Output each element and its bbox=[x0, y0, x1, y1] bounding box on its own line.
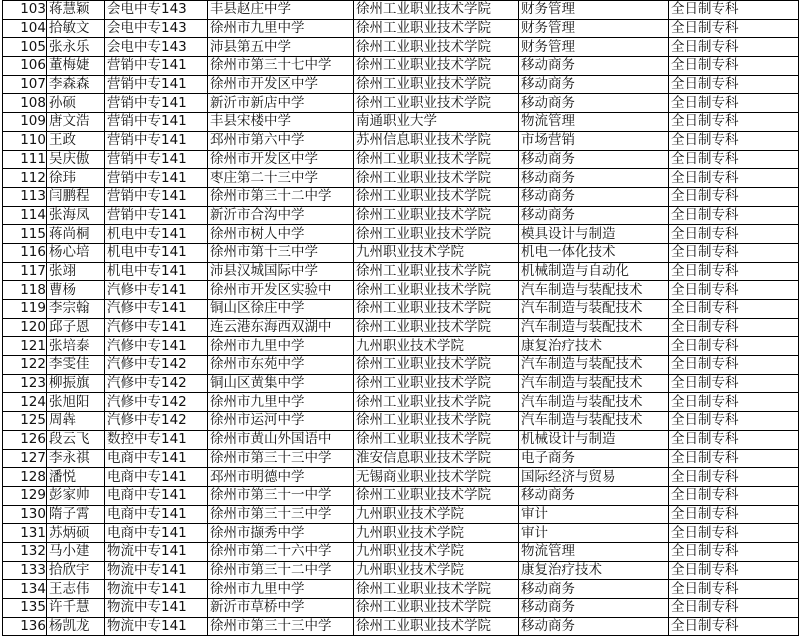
admission-table bbox=[2, 0, 799, 636]
college-cell: 徐州工业职业技术学院 bbox=[354, 374, 519, 393]
major-cell: 物流管理 bbox=[519, 113, 669, 132]
college-cell: 徐州工业职业技术学院 bbox=[354, 580, 519, 599]
study-type-cell: 全日制专科 bbox=[669, 19, 799, 38]
school-cell: 徐州市第三十七中学 bbox=[208, 57, 354, 76]
class-cell: 电商中专141 bbox=[105, 524, 208, 543]
class-cell: 电商中专141 bbox=[105, 449, 208, 468]
class-cell: 物流中专141 bbox=[105, 599, 208, 618]
student-name-cell: 马小建 bbox=[47, 542, 105, 561]
class-cell: 物流中专141 bbox=[105, 580, 208, 599]
major-cell: 汽车制造与装配技术 bbox=[519, 356, 669, 375]
college-cell: 徐州工业职业技术学院 bbox=[354, 356, 519, 375]
college-cell: 徐州工业职业技术学院 bbox=[354, 38, 519, 57]
college-cell: 徐州工业职业技术学院 bbox=[354, 150, 519, 169]
row-number-cell: 118 bbox=[3, 281, 47, 300]
school-cell: 沛县汉城国际中学 bbox=[208, 262, 354, 281]
student-name-cell: 李雯佳 bbox=[47, 356, 105, 375]
row-number-cell: 115 bbox=[3, 225, 47, 244]
major-cell: 市场营销 bbox=[519, 131, 669, 150]
major-cell: 机械制造与自动化 bbox=[519, 262, 669, 281]
study-type-cell: 全日制专科 bbox=[669, 337, 799, 356]
student-name-cell: 张永乐 bbox=[47, 38, 105, 57]
college-cell: 徐州工业职业技术学院 bbox=[354, 94, 519, 113]
student-name-cell: 苏炳硕 bbox=[47, 524, 105, 543]
study-type-cell: 全日制专科 bbox=[669, 38, 799, 57]
class-cell: 电商中专141 bbox=[105, 505, 208, 524]
row-number-cell: 106 bbox=[3, 57, 47, 76]
school-cell: 铜山区徐庄中学 bbox=[208, 300, 354, 319]
table-row bbox=[3, 449, 799, 468]
row-number-cell: 126 bbox=[3, 430, 47, 449]
study-type-cell: 全日制专科 bbox=[669, 75, 799, 94]
school-cell: 徐州市第十三中学 bbox=[208, 243, 354, 262]
row-number-cell: 110 bbox=[3, 131, 47, 150]
student-name-cell: 张海凤 bbox=[47, 206, 105, 225]
college-cell: 徐州工业职业技术学院 bbox=[354, 430, 519, 449]
study-type-cell: 全日制专科 bbox=[669, 57, 799, 76]
table-row bbox=[3, 75, 799, 94]
class-cell: 电商中专141 bbox=[105, 486, 208, 505]
student-name-cell: 潘悦 bbox=[47, 468, 105, 487]
major-cell: 移动商务 bbox=[519, 486, 669, 505]
study-type-cell: 全日制专科 bbox=[669, 505, 799, 524]
college-cell: 徐州工业职业技术学院 bbox=[354, 169, 519, 188]
major-cell: 汽车制造与装配技术 bbox=[519, 393, 669, 412]
school-cell: 铜山区黄集中学 bbox=[208, 374, 354, 393]
table-row bbox=[3, 617, 799, 636]
student-name-cell: 唐文浩 bbox=[47, 113, 105, 132]
table-row bbox=[3, 19, 799, 38]
major-cell: 汽车制造与装配技术 bbox=[519, 412, 669, 431]
table-row bbox=[3, 337, 799, 356]
college-cell: 淮安信息职业技术学院 bbox=[354, 449, 519, 468]
table-row bbox=[3, 281, 799, 300]
college-cell: 无锡商业职业技术学院 bbox=[354, 468, 519, 487]
student-name-cell: 杨心培 bbox=[47, 243, 105, 262]
class-cell: 汽修中专142 bbox=[105, 356, 208, 375]
major-cell: 机电一体化技术 bbox=[519, 243, 669, 262]
major-cell: 国际经济与贸易 bbox=[519, 468, 669, 487]
student-name-cell: 曹杨 bbox=[47, 281, 105, 300]
class-cell: 物流中专141 bbox=[105, 617, 208, 636]
class-cell: 营销中专141 bbox=[105, 75, 208, 94]
class-cell: 会电中专143 bbox=[105, 19, 208, 38]
class-cell: 汽修中专142 bbox=[105, 393, 208, 412]
school-cell: 徐州市树人中学 bbox=[208, 225, 354, 244]
college-cell: 徐州工业职业技术学院 bbox=[354, 300, 519, 319]
study-type-cell: 全日制专科 bbox=[669, 561, 799, 580]
class-cell: 营销中专141 bbox=[105, 131, 208, 150]
school-cell: 徐州市九里中学 bbox=[208, 580, 354, 599]
school-cell: 徐州市第三十二中学 bbox=[208, 561, 354, 580]
major-cell: 移动商务 bbox=[519, 57, 669, 76]
major-cell: 汽车制造与装配技术 bbox=[519, 374, 669, 393]
table-row bbox=[3, 542, 799, 561]
class-cell: 数控中专141 bbox=[105, 430, 208, 449]
major-cell: 机械设计与制造 bbox=[519, 430, 669, 449]
row-number-cell: 121 bbox=[3, 337, 47, 356]
row-number-cell: 114 bbox=[3, 206, 47, 225]
study-type-cell: 全日制专科 bbox=[669, 449, 799, 468]
row-number-cell: 117 bbox=[3, 262, 47, 281]
row-number-cell: 136 bbox=[3, 617, 47, 636]
class-cell: 机电中专141 bbox=[105, 262, 208, 281]
student-name-cell: 隋子霄 bbox=[47, 505, 105, 524]
student-name-cell: 杨凯龙 bbox=[47, 617, 105, 636]
major-cell: 移动商务 bbox=[519, 617, 669, 636]
major-cell: 移动商务 bbox=[519, 150, 669, 169]
row-number-cell: 129 bbox=[3, 486, 47, 505]
college-cell: 徐州工业职业技术学院 bbox=[354, 19, 519, 38]
major-cell: 审计 bbox=[519, 524, 669, 543]
table-row bbox=[3, 505, 799, 524]
college-cell: 九州职业技术学院 bbox=[354, 524, 519, 543]
college-cell: 徐州工业职业技术学院 bbox=[354, 281, 519, 300]
college-cell: 徐州工业职业技术学院 bbox=[354, 206, 519, 225]
college-cell: 徐州工业职业技术学院 bbox=[354, 187, 519, 206]
row-number-cell: 128 bbox=[3, 468, 47, 487]
school-cell: 新沂市合沟中学 bbox=[208, 206, 354, 225]
college-cell: 九州职业技术学院 bbox=[354, 243, 519, 262]
study-type-cell: 全日制专科 bbox=[669, 524, 799, 543]
table-row bbox=[3, 468, 799, 487]
school-cell: 徐州市第三十三中学 bbox=[208, 449, 354, 468]
school-cell: 丰县赵庄中学 bbox=[208, 1, 354, 20]
class-cell: 营销中专141 bbox=[105, 150, 208, 169]
college-cell: 徐州工业职业技术学院 bbox=[354, 57, 519, 76]
study-type-cell: 全日制专科 bbox=[669, 169, 799, 188]
class-cell: 营销中专141 bbox=[105, 187, 208, 206]
major-cell: 电子商务 bbox=[519, 449, 669, 468]
study-type-cell: 全日制专科 bbox=[669, 356, 799, 375]
major-cell: 移动商务 bbox=[519, 169, 669, 188]
table-row bbox=[3, 561, 799, 580]
student-name-cell: 段云飞 bbox=[47, 430, 105, 449]
major-cell: 移动商务 bbox=[519, 187, 669, 206]
class-cell: 汽修中专141 bbox=[105, 318, 208, 337]
school-cell: 徐州市开发区中学 bbox=[208, 150, 354, 169]
school-cell: 徐州市九里中学 bbox=[208, 337, 354, 356]
table-row bbox=[3, 57, 799, 76]
college-cell: 徐州工业职业技术学院 bbox=[354, 486, 519, 505]
student-name-cell: 张翊 bbox=[47, 262, 105, 281]
study-type-cell: 全日制专科 bbox=[669, 206, 799, 225]
college-cell: 九州职业技术学院 bbox=[354, 542, 519, 561]
class-cell: 营销中专141 bbox=[105, 57, 208, 76]
college-cell: 九州职业技术学院 bbox=[354, 505, 519, 524]
row-number-cell: 131 bbox=[3, 524, 47, 543]
study-type-cell: 全日制专科 bbox=[669, 94, 799, 113]
class-cell: 电商中专141 bbox=[105, 468, 208, 487]
student-name-cell: 李永祺 bbox=[47, 449, 105, 468]
table-row bbox=[3, 169, 799, 188]
college-cell: 徐州工业职业技术学院 bbox=[354, 225, 519, 244]
row-number-cell: 111 bbox=[3, 150, 47, 169]
student-name-cell: 李森森 bbox=[47, 75, 105, 94]
school-cell: 徐州市第三十三中学 bbox=[208, 505, 354, 524]
row-number-cell: 130 bbox=[3, 505, 47, 524]
class-cell: 汽修中专141 bbox=[105, 300, 208, 319]
table-row bbox=[3, 580, 799, 599]
table-row bbox=[3, 262, 799, 281]
class-cell: 物流中专141 bbox=[105, 542, 208, 561]
school-cell: 徐州市第二十六中学 bbox=[208, 542, 354, 561]
class-cell: 汽修中专141 bbox=[105, 281, 208, 300]
major-cell: 康复治疗技术 bbox=[519, 561, 669, 580]
school-cell: 徐州市开发区实验中 bbox=[208, 281, 354, 300]
school-cell: 连云港东海西双湖中 bbox=[208, 318, 354, 337]
class-cell: 营销中专141 bbox=[105, 169, 208, 188]
table-row bbox=[3, 150, 799, 169]
student-name-cell: 周犇 bbox=[47, 412, 105, 431]
study-type-cell: 全日制专科 bbox=[669, 225, 799, 244]
school-cell: 丰县宋楼中学 bbox=[208, 113, 354, 132]
school-cell: 枣庄第二十三中学 bbox=[208, 169, 354, 188]
study-type-cell: 全日制专科 bbox=[669, 617, 799, 636]
major-cell: 审计 bbox=[519, 505, 669, 524]
table-row bbox=[3, 38, 799, 57]
row-number-cell: 132 bbox=[3, 542, 47, 561]
row-number-cell: 116 bbox=[3, 243, 47, 262]
school-cell: 徐州市开发区中学 bbox=[208, 75, 354, 94]
major-cell: 财务管理 bbox=[519, 38, 669, 57]
study-type-cell: 全日制专科 bbox=[669, 1, 799, 20]
student-name-cell: 柳振旗 bbox=[47, 374, 105, 393]
student-name-cell: 许千慧 bbox=[47, 599, 105, 618]
school-cell: 徐州市撷秀中学 bbox=[208, 524, 354, 543]
class-cell: 会电中专143 bbox=[105, 1, 208, 20]
class-cell: 机电中专141 bbox=[105, 243, 208, 262]
college-cell: 徐州工业职业技术学院 bbox=[354, 412, 519, 431]
table-row bbox=[3, 524, 799, 543]
school-cell: 徐州市东苑中学 bbox=[208, 356, 354, 375]
student-name-cell: 邱子恩 bbox=[47, 318, 105, 337]
class-cell: 营销中专141 bbox=[105, 113, 208, 132]
school-cell: 徐州市第三十三中学 bbox=[208, 617, 354, 636]
student-name-cell: 王志伟 bbox=[47, 580, 105, 599]
student-name-cell: 李宗翰 bbox=[47, 300, 105, 319]
row-number-cell: 105 bbox=[3, 38, 47, 57]
major-cell: 财务管理 bbox=[519, 1, 669, 20]
study-type-cell: 全日制专科 bbox=[669, 580, 799, 599]
study-type-cell: 全日制专科 bbox=[669, 281, 799, 300]
table-row bbox=[3, 393, 799, 412]
row-number-cell: 124 bbox=[3, 393, 47, 412]
college-cell: 徐州工业职业技术学院 bbox=[354, 599, 519, 618]
row-number-cell: 109 bbox=[3, 113, 47, 132]
college-cell: 徐州工业职业技术学院 bbox=[354, 262, 519, 281]
college-cell: 九州职业技术学院 bbox=[354, 561, 519, 580]
row-number-cell: 120 bbox=[3, 318, 47, 337]
school-cell: 邳州市明德中学 bbox=[208, 468, 354, 487]
student-name-cell: 吴庆傲 bbox=[47, 150, 105, 169]
table-row bbox=[3, 187, 799, 206]
row-number-cell: 125 bbox=[3, 412, 47, 431]
class-cell: 机电中专141 bbox=[105, 225, 208, 244]
table-row bbox=[3, 599, 799, 618]
table-row bbox=[3, 1, 799, 20]
study-type-cell: 全日制专科 bbox=[669, 318, 799, 337]
class-cell: 汽修中专142 bbox=[105, 412, 208, 431]
row-number-cell: 119 bbox=[3, 300, 47, 319]
school-cell: 徐州市运河中学 bbox=[208, 412, 354, 431]
college-cell: 徐州工业职业技术学院 bbox=[354, 75, 519, 94]
class-cell: 物流中专141 bbox=[105, 561, 208, 580]
school-cell: 新沂市新店中学 bbox=[208, 94, 354, 113]
table-row bbox=[3, 430, 799, 449]
school-cell: 徐州市九里中学 bbox=[208, 19, 354, 38]
study-type-cell: 全日制专科 bbox=[669, 150, 799, 169]
college-cell: 徐州工业职业技术学院 bbox=[354, 318, 519, 337]
table-row bbox=[3, 300, 799, 319]
study-type-cell: 全日制专科 bbox=[669, 374, 799, 393]
student-name-cell: 张培泰 bbox=[47, 337, 105, 356]
table-row bbox=[3, 94, 799, 113]
row-number-cell: 122 bbox=[3, 356, 47, 375]
student-name-cell: 徐玮 bbox=[47, 169, 105, 188]
study-type-cell: 全日制专科 bbox=[669, 300, 799, 319]
major-cell: 物流管理 bbox=[519, 542, 669, 561]
study-type-cell: 全日制专科 bbox=[669, 430, 799, 449]
school-cell: 沛县第五中学 bbox=[208, 38, 354, 57]
school-cell: 新沂市草桥中学 bbox=[208, 599, 354, 618]
table-row bbox=[3, 356, 799, 375]
table-row bbox=[3, 131, 799, 150]
class-cell: 汽修中专142 bbox=[105, 374, 208, 393]
major-cell: 汽车制造与装配技术 bbox=[519, 318, 669, 337]
row-number-cell: 108 bbox=[3, 94, 47, 113]
study-type-cell: 全日制专科 bbox=[669, 243, 799, 262]
college-cell: 徐州工业职业技术学院 bbox=[354, 1, 519, 20]
table-row bbox=[3, 318, 799, 337]
student-name-cell: 董梅婕 bbox=[47, 57, 105, 76]
college-cell: 苏州信息职业技术学院 bbox=[354, 131, 519, 150]
class-cell: 汽修中专141 bbox=[105, 337, 208, 356]
table-row bbox=[3, 486, 799, 505]
row-number-cell: 127 bbox=[3, 449, 47, 468]
row-number-cell: 133 bbox=[3, 561, 47, 580]
college-cell: 徐州工业职业技术学院 bbox=[354, 393, 519, 412]
major-cell: 康复治疗技术 bbox=[519, 337, 669, 356]
major-cell: 移动商务 bbox=[519, 580, 669, 599]
table-row bbox=[3, 243, 799, 262]
major-cell: 移动商务 bbox=[519, 94, 669, 113]
study-type-cell: 全日制专科 bbox=[669, 187, 799, 206]
student-name-cell: 蒋慧颖 bbox=[47, 1, 105, 20]
college-cell: 南通职业大学 bbox=[354, 113, 519, 132]
major-cell: 汽车制造与装配技术 bbox=[519, 281, 669, 300]
class-cell: 会电中专143 bbox=[105, 38, 208, 57]
class-cell: 营销中专141 bbox=[105, 206, 208, 225]
row-number-cell: 134 bbox=[3, 580, 47, 599]
study-type-cell: 全日制专科 bbox=[669, 113, 799, 132]
class-cell: 营销中专141 bbox=[105, 94, 208, 113]
table-row bbox=[3, 113, 799, 132]
college-cell: 徐州工业职业技术学院 bbox=[354, 617, 519, 636]
student-name-cell: 拾敏文 bbox=[47, 19, 105, 38]
major-cell: 模具设计与制造 bbox=[519, 225, 669, 244]
table-row bbox=[3, 225, 799, 244]
student-name-cell: 彭家帅 bbox=[47, 486, 105, 505]
school-cell: 徐州市九里中学 bbox=[208, 393, 354, 412]
student-name-cell: 孙硕 bbox=[47, 94, 105, 113]
table-body bbox=[3, 1, 799, 636]
row-number-cell: 113 bbox=[3, 187, 47, 206]
major-cell: 移动商务 bbox=[519, 599, 669, 618]
table-row bbox=[3, 412, 799, 431]
study-type-cell: 全日制专科 bbox=[669, 262, 799, 281]
major-cell: 汽车制造与装配技术 bbox=[519, 300, 669, 319]
study-type-cell: 全日制专科 bbox=[669, 486, 799, 505]
student-name-cell: 张旭阳 bbox=[47, 393, 105, 412]
study-type-cell: 全日制专科 bbox=[669, 131, 799, 150]
school-cell: 徐州市第三十一中学 bbox=[208, 486, 354, 505]
row-number-cell: 135 bbox=[3, 599, 47, 618]
row-number-cell: 123 bbox=[3, 374, 47, 393]
row-number-cell: 104 bbox=[3, 19, 47, 38]
table-row bbox=[3, 206, 799, 225]
major-cell: 移动商务 bbox=[519, 206, 669, 225]
row-number-cell: 103 bbox=[3, 1, 47, 20]
table-row bbox=[3, 374, 799, 393]
study-type-cell: 全日制专科 bbox=[669, 412, 799, 431]
study-type-cell: 全日制专科 bbox=[669, 393, 799, 412]
study-type-cell: 全日制专科 bbox=[669, 468, 799, 487]
school-cell: 徐州市第三十二中学 bbox=[208, 187, 354, 206]
row-number-cell: 112 bbox=[3, 169, 47, 188]
student-name-cell: 闫鹏程 bbox=[47, 187, 105, 206]
study-type-cell: 全日制专科 bbox=[669, 599, 799, 618]
major-cell: 移动商务 bbox=[519, 75, 669, 94]
student-name-cell: 蒋尚桐 bbox=[47, 225, 105, 244]
college-cell: 九州职业技术学院 bbox=[354, 337, 519, 356]
student-name-cell: 王政 bbox=[47, 131, 105, 150]
row-number-cell: 107 bbox=[3, 75, 47, 94]
school-cell: 邳州市第六中学 bbox=[208, 131, 354, 150]
student-name-cell: 拾欣宇 bbox=[47, 561, 105, 580]
major-cell: 财务管理 bbox=[519, 19, 669, 38]
school-cell: 徐州市黄山外国语中 bbox=[208, 430, 354, 449]
study-type-cell: 全日制专科 bbox=[669, 542, 799, 561]
